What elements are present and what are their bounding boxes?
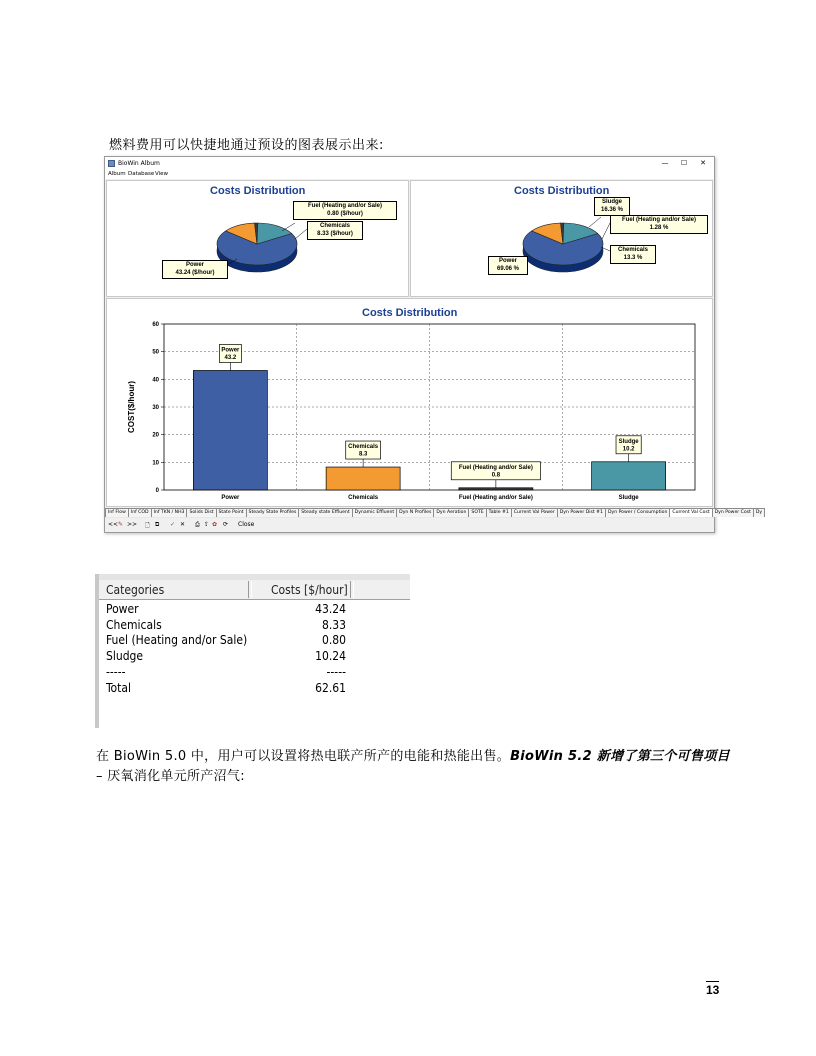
table-row (106, 649, 346, 665)
outro-line-2: – 厌氧消化单元所产沼气: (96, 769, 245, 784)
biowin-album-window (104, 156, 763, 533)
data-label: Fuel (Heating and/or Sale) (458, 464, 533, 471)
tick-label-y: 50 (152, 349, 159, 356)
album-tab[interactable]: Inf COD (128, 508, 152, 517)
title-bar (105, 157, 714, 170)
pie-right-chem-value: 13.3 % (623, 254, 643, 261)
data-label: Sludge (618, 438, 639, 445)
row-category: ----- (106, 664, 126, 679)
row-category: Total (106, 680, 132, 695)
export-icon[interactable]: ⇪ (204, 521, 210, 528)
tick-label-y: 0 (155, 488, 159, 494)
header-divider[interactable] (248, 581, 252, 598)
album-tab[interactable]: Inf TKN / NH3 (151, 508, 188, 517)
pie-right-sludge-value: 16.36 % (600, 206, 624, 213)
table-row (106, 633, 346, 649)
printer-icon[interactable]: ⎙ (195, 521, 200, 528)
album-tab[interactable]: SOTE (468, 508, 486, 517)
album-toolbar (105, 519, 714, 531)
pie-right-sludge-name: Sludge (601, 199, 622, 205)
pie-left-power-name: Power (185, 262, 204, 268)
pie-right-power-label (488, 256, 528, 275)
close-window-button[interactable]: ✕ (700, 159, 706, 167)
refresh-icon[interactable]: ⟳ (223, 521, 229, 528)
album-tab[interactable]: Dyn Power / Consumption (605, 508, 670, 517)
album-tab[interactable]: Table #1 (486, 508, 512, 517)
album-tab[interactable]: Steady state Effluent (298, 508, 352, 517)
tick-label-y: 20 (152, 432, 159, 439)
pie-left-power-label (162, 260, 228, 279)
bar-chart-title: Costs Distribution (362, 307, 458, 319)
table-row (106, 665, 346, 681)
bar-power (193, 370, 267, 490)
row-cost: 62.61 (315, 680, 346, 695)
pie-right-fuel-name: Fuel (Heating and/or Sale) (621, 217, 696, 223)
close-album-button[interactable]: Close (238, 521, 255, 528)
tick-label-x: Chemicals (348, 495, 379, 501)
tick-label-y: 60 (152, 322, 159, 328)
tick-label-x: Sludge (618, 495, 639, 501)
album-tab[interactable]: State Point (216, 508, 247, 517)
pie-right-fuel-label (610, 215, 708, 234)
album-tab[interactable]: Dy (753, 508, 765, 517)
leader-chemicals (295, 229, 307, 239)
outro-line-1: 在 BioWin 5.0 中，用户可以设置将热电联产所产的电能和热能出售。 (96, 749, 511, 764)
data-label: 8.3 (358, 451, 368, 458)
pie-right-fuel-value: 1.28 % (649, 224, 669, 231)
menu-database[interactable]: Database (128, 171, 155, 177)
album-tab[interactable]: Current Val Cost (669, 508, 712, 517)
pie-left-fuel-label (293, 201, 397, 220)
row-cost: 43.24 (315, 602, 346, 616)
table-row (106, 602, 346, 618)
row-category: Chemicals (106, 617, 162, 632)
header-costs[interactable]: Costs [$/hour] (271, 583, 348, 597)
app-icon (108, 160, 115, 167)
pie-left-title: Costs Distribution (210, 185, 306, 197)
cost-table (95, 574, 410, 728)
tick-label-y: 10 (152, 460, 159, 467)
row-cost: 8.33 (321, 617, 346, 632)
settings-icon[interactable]: ✿ (212, 521, 218, 528)
tick-label-y: 30 (152, 405, 159, 411)
tick-label-x: Fuel (Heating and/or Sale) (458, 495, 533, 501)
menu-bar (105, 170, 714, 179)
album-tab[interactable]: Dyn Power Cost (712, 508, 754, 517)
album-tab[interactable]: Dyn N Profiles (396, 508, 434, 517)
bar-chemicals (326, 467, 400, 490)
bar-chart-panel (106, 298, 713, 507)
pie-left-power-value: 43.24 ($/hour) (175, 269, 215, 276)
tick-label-x: Power (221, 495, 240, 501)
page-number: 13 (706, 983, 720, 997)
window-title: BioWin Album (118, 160, 160, 167)
copy-icon[interactable]: ⧉ (155, 521, 160, 528)
delete-icon[interactable]: ✕ (180, 521, 186, 528)
album-tab[interactable]: Current Val Power (511, 508, 558, 517)
pie-right-power-value: 69.06 % (496, 265, 520, 272)
album-tabs (105, 508, 763, 518)
nav-back-button[interactable]: << (108, 521, 119, 528)
pie-right-title: Costs Distribution (514, 185, 610, 197)
outro-paragraph (96, 747, 736, 787)
bar-chart-svg (107, 299, 714, 508)
data-label: 43.2 (224, 354, 237, 361)
pie-left-chem-name: Chemicals (319, 223, 350, 229)
row-cost: ----- (326, 664, 346, 679)
data-label: Chemicals (348, 444, 379, 451)
edit-icon[interactable]: ✓ (170, 521, 176, 528)
bar-fuel (459, 488, 533, 490)
album-tab[interactable]: Inf Flow (105, 508, 129, 517)
leader-fuel (602, 223, 610, 239)
pie-right-sludge-label (594, 197, 630, 216)
pie-left-fuel-name: Fuel (Heating and/or Sale) (307, 203, 382, 209)
album-tab[interactable]: Solids Dist (186, 508, 216, 517)
leader-fuel (282, 223, 295, 231)
print-setup-icon[interactable]: ✎ (118, 521, 124, 528)
pie-right-chemicals-label (610, 245, 656, 264)
minimize-button[interactable]: — (661, 159, 669, 167)
pie-right-chem-name: Chemicals (617, 247, 648, 253)
tick-label-y: 40 (152, 377, 159, 384)
y-axis-label: COST($/hour) (127, 381, 136, 433)
data-label: Power (221, 347, 240, 354)
maximize-button[interactable]: ☐ (680, 159, 688, 167)
pie-left-chem-value: 8.33 ($/hour) (317, 230, 353, 237)
menu-view[interactable]: View (155, 171, 169, 177)
album-tab[interactable]: Steady State Profiles (246, 508, 300, 517)
menu-album[interactable]: Album (108, 171, 126, 177)
row-category: Fuel (Heating and/or Sale) (106, 633, 248, 648)
bar-sludge (592, 462, 666, 490)
pie-left-chemicals-label (307, 221, 363, 240)
leader-sludge (589, 217, 601, 227)
new-page-icon[interactable]: 🗋 (145, 522, 150, 529)
nav-forward-button[interactable]: >> (127, 521, 138, 528)
pie-chart-percent-panel (410, 180, 713, 297)
row-cost: 10.24 (315, 649, 346, 664)
table-header (99, 580, 410, 600)
album-tab[interactable]: Dynamic Effluent (352, 508, 398, 517)
intro-paragraph: 燃料费用可以快捷地通过预设的图表展示出来: (109, 138, 384, 153)
row-category: Power (106, 602, 139, 616)
header-categories[interactable]: Categories (106, 583, 165, 597)
table-row (106, 618, 346, 634)
pie-left-svg (107, 181, 410, 298)
data-label: 10.2 (622, 446, 635, 453)
row-category: Sludge (106, 649, 144, 664)
pie-left-fuel-value: 0.80 ($/hour) (327, 210, 363, 217)
album-tab[interactable]: Dyn Aeration (433, 508, 469, 517)
outro-bold: BioWin 5.2 新增了第三个可售项目 (510, 749, 730, 764)
header-divider[interactable] (350, 581, 354, 598)
pie-right-power-name: Power (498, 258, 517, 264)
row-cost: 0.80 (321, 633, 346, 648)
pie-right-svg (411, 181, 714, 298)
table-row (106, 681, 346, 697)
pie-chart-cost-panel (106, 180, 409, 297)
album-tab[interactable]: Dyn Power Dist #1 (557, 508, 606, 517)
data-label: 0.8 (491, 472, 501, 479)
